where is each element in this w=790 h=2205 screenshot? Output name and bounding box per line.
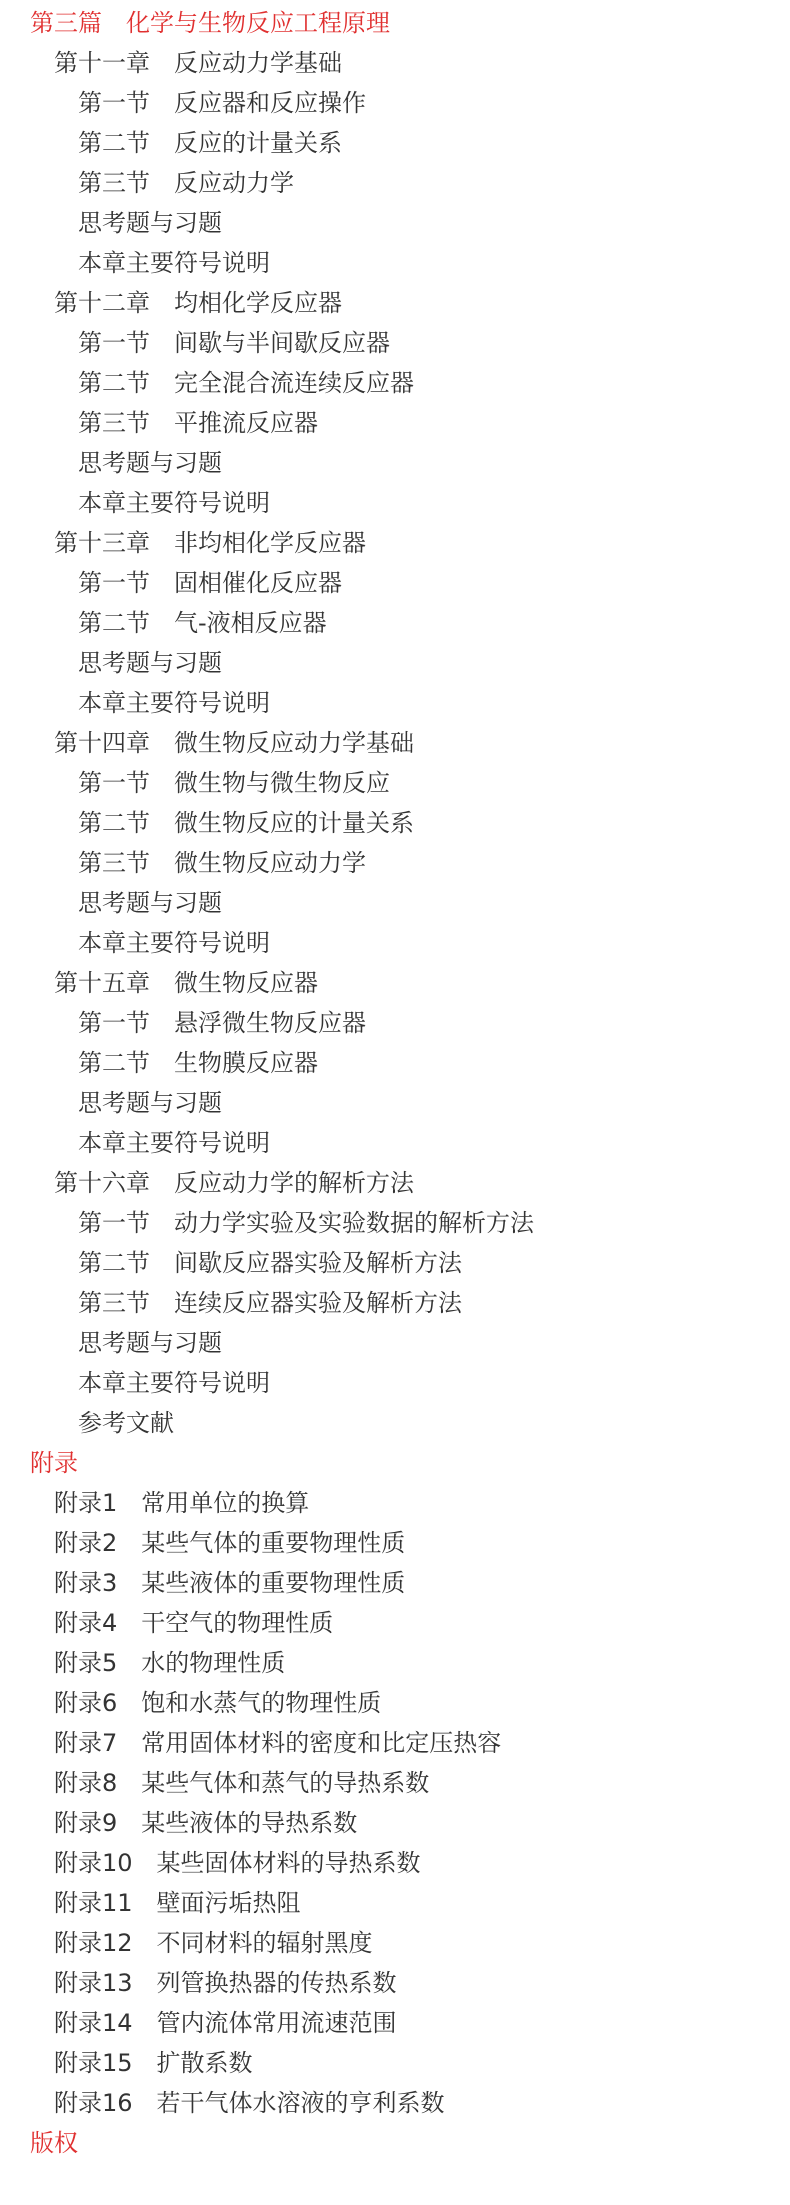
toc-entry-title: 本章主要符号说明 bbox=[78, 929, 270, 957]
toc-entry-number: 附录12 bbox=[54, 1929, 133, 1957]
toc-entry-title: 不同材料的辐射黑度 bbox=[156, 1929, 373, 1957]
toc-entry-title: 微生物与微生物反应 bbox=[174, 769, 390, 797]
toc-entry-title: 思考题与习题 bbox=[78, 449, 222, 477]
toc-entry-number: 第三节 bbox=[78, 1289, 150, 1317]
toc-entry-title: 本章主要符号说明 bbox=[78, 689, 270, 717]
toc-entry-title: 本章主要符号说明 bbox=[78, 1369, 270, 1397]
toc-entry-title: 某些气体和蒸气的导热系数 bbox=[141, 1769, 430, 1797]
toc-appendix-heading[interactable] bbox=[0, 1443, 790, 1483]
toc-section-link[interactable] bbox=[0, 883, 790, 923]
toc-entry-title: 壁面污垢热阻 bbox=[156, 1889, 301, 1917]
toc-chapter-link[interactable] bbox=[0, 723, 790, 763]
toc-entry-title: 某些液体的重要物理性质 bbox=[141, 1569, 406, 1597]
toc-section-link[interactable] bbox=[0, 803, 790, 843]
toc-entry-number: 第十二章 bbox=[54, 289, 150, 317]
toc-entry-title: 思考题与习题 bbox=[78, 1329, 222, 1357]
toc-entry-title: 均相化学反应器 bbox=[174, 289, 342, 317]
toc-entry-number: 第三节 bbox=[78, 169, 150, 197]
toc-section-link[interactable] bbox=[0, 403, 790, 443]
toc-entry-number: 第二节 bbox=[78, 369, 150, 397]
toc-entry-number: 第二节 bbox=[78, 1249, 150, 1277]
toc-entry-title: 某些气体的重要物理性质 bbox=[141, 1529, 406, 1557]
toc-entry-number: 第二节 bbox=[78, 129, 150, 157]
toc-appendix-link[interactable] bbox=[0, 1883, 790, 1923]
toc-entry-title: 某些液体的导热系数 bbox=[141, 1809, 358, 1837]
toc-appendix-link[interactable] bbox=[0, 1483, 790, 1523]
toc-entry-title: 思考题与习题 bbox=[78, 209, 222, 237]
toc-entry-title: 间歇反应器实验及解析方法 bbox=[174, 1249, 462, 1277]
toc-appendix-link[interactable] bbox=[0, 1563, 790, 1603]
toc-entry-number: 第三节 bbox=[78, 409, 150, 437]
toc-entry-title: 微生物反应动力学 bbox=[174, 849, 366, 877]
toc-section-link[interactable] bbox=[0, 763, 790, 803]
toc-chapter-link[interactable] bbox=[0, 283, 790, 323]
toc-appendix-link[interactable] bbox=[0, 1803, 790, 1843]
toc-section-link[interactable] bbox=[0, 1003, 790, 1043]
toc-entry-title: 思考题与习题 bbox=[78, 889, 222, 917]
toc-entry-number: 第十三章 bbox=[54, 529, 150, 557]
toc-entry-title: 化学与生物反应工程原理 bbox=[126, 9, 390, 37]
toc-entry-number: 附录3 bbox=[54, 1569, 118, 1597]
toc-entry-title: 动力学实验及实验数据的解析方法 bbox=[174, 1209, 534, 1237]
toc-part-heading[interactable] bbox=[0, 3, 790, 43]
toc-entry-number: 附录2 bbox=[54, 1529, 118, 1557]
toc-appendix-link[interactable] bbox=[0, 1523, 790, 1563]
toc-entry-number: 附录6 bbox=[54, 1689, 118, 1717]
toc-entry-title: 思考题与习题 bbox=[78, 649, 222, 677]
toc-entry-number: 第一节 bbox=[78, 1009, 150, 1037]
toc-section-link[interactable] bbox=[0, 363, 790, 403]
toc-entry-number: 第三篇 bbox=[30, 9, 102, 37]
toc-entry-number: 附录10 bbox=[54, 1849, 133, 1877]
toc-entry-title: 版权 bbox=[30, 2129, 78, 2157]
toc-section-link[interactable] bbox=[0, 1283, 790, 1323]
toc-section-link[interactable] bbox=[0, 1363, 790, 1403]
toc-section-link[interactable] bbox=[0, 483, 790, 523]
toc-section-link[interactable] bbox=[0, 1323, 790, 1363]
toc-entry-title: 列管换热器的传热系数 bbox=[156, 1969, 397, 1997]
toc-entry-number: 第十四章 bbox=[54, 729, 150, 757]
toc-appendix-link[interactable] bbox=[0, 1643, 790, 1683]
toc-entry-title: 微生物反应器 bbox=[174, 969, 318, 997]
toc-section-link[interactable] bbox=[0, 1083, 790, 1123]
toc-entry-title: 本章主要符号说明 bbox=[78, 1129, 270, 1157]
toc-entry-title: 若干气体水溶液的亨利系数 bbox=[156, 2089, 445, 2117]
toc-appendix-link[interactable] bbox=[0, 1723, 790, 1763]
toc-entry-number: 第十六章 bbox=[54, 1169, 150, 1197]
toc-entry-title: 连续反应器实验及解析方法 bbox=[174, 1289, 462, 1317]
toc-entry-title: 参考文献 bbox=[78, 1409, 174, 1437]
toc-section-link[interactable] bbox=[0, 603, 790, 643]
toc-entry-number: 附录14 bbox=[54, 2009, 133, 2037]
toc-entry-title: 水的物理性质 bbox=[141, 1649, 286, 1677]
toc-appendix-link[interactable] bbox=[0, 1683, 790, 1723]
toc-entry-number: 第一节 bbox=[78, 569, 150, 597]
toc-entry-title: 非均相化学反应器 bbox=[174, 529, 366, 557]
toc-entry-number: 第二节 bbox=[78, 1049, 150, 1077]
toc-section-link[interactable] bbox=[0, 443, 790, 483]
toc-appendix-link[interactable] bbox=[0, 2003, 790, 2043]
toc-entry-title: 饱和水蒸气的物理性质 bbox=[141, 1689, 382, 1717]
toc-entry-title: 常用单位的换算 bbox=[141, 1489, 310, 1517]
toc-entry-title: 生物膜反应器 bbox=[174, 1049, 318, 1077]
toc-entry-number: 附录7 bbox=[54, 1729, 118, 1757]
toc-chapter-link[interactable] bbox=[0, 523, 790, 563]
toc-entry-title: 微生物反应动力学基础 bbox=[174, 729, 414, 757]
toc-entry-title: 微生物反应的计量关系 bbox=[174, 809, 414, 837]
toc-entry-title: 反应动力学 bbox=[174, 169, 294, 197]
toc-entry-title: 干空气的物理性质 bbox=[141, 1609, 334, 1637]
toc-section-link[interactable] bbox=[0, 923, 790, 963]
toc-chapter-link[interactable] bbox=[0, 1163, 790, 1203]
toc-section-link[interactable] bbox=[0, 1123, 790, 1163]
toc-entry-number: 附录8 bbox=[54, 1769, 118, 1797]
toc-entry-number: 第一节 bbox=[78, 329, 150, 357]
toc-section-link[interactable] bbox=[0, 203, 790, 243]
toc-section-link[interactable] bbox=[0, 243, 790, 283]
toc-appendix-link[interactable] bbox=[0, 1763, 790, 1803]
toc-section-link[interactable] bbox=[0, 683, 790, 723]
toc-entry-number: 第二节 bbox=[78, 609, 150, 637]
toc-appendix-link[interactable] bbox=[0, 2083, 790, 2123]
toc-entry-title: 本章主要符号说明 bbox=[78, 249, 270, 277]
toc-entry-number: 第十一章 bbox=[54, 49, 150, 77]
toc-entry-title: 反应动力学的解析方法 bbox=[174, 1169, 414, 1197]
toc-appendix-link[interactable] bbox=[0, 1603, 790, 1643]
toc-section-link[interactable] bbox=[0, 1403, 790, 1443]
toc-entry-title: 反应动力学基础 bbox=[174, 49, 342, 77]
toc-entry-title: 附录 bbox=[30, 1449, 78, 1477]
toc-entry-number: 第二节 bbox=[78, 809, 150, 837]
toc-section-link[interactable] bbox=[0, 83, 790, 123]
toc-entry-number: 附录9 bbox=[54, 1809, 118, 1837]
toc-entry-title: 扩散系数 bbox=[156, 2049, 253, 2077]
toc-appendix-link[interactable] bbox=[0, 2043, 790, 2083]
toc-entry-title: 反应的计量关系 bbox=[174, 129, 342, 157]
toc-section-link[interactable] bbox=[0, 163, 790, 203]
toc-copyright-heading[interactable] bbox=[0, 2123, 790, 2163]
toc-entry-title: 反应器和反应操作 bbox=[174, 89, 366, 117]
toc-section-link[interactable] bbox=[0, 123, 790, 163]
toc-entry-number: 第十五章 bbox=[54, 969, 150, 997]
toc-entry-number: 附录5 bbox=[54, 1649, 118, 1677]
toc-entry-number: 附录1 bbox=[54, 1489, 118, 1517]
toc-section-link[interactable] bbox=[0, 1043, 790, 1083]
toc-entry-title: 气-液相反应器 bbox=[174, 609, 327, 637]
toc-entry-title: 悬浮微生物反应器 bbox=[174, 1009, 366, 1037]
toc-entry-title: 平推流反应器 bbox=[174, 409, 318, 437]
toc-appendix-link[interactable] bbox=[0, 1923, 790, 1963]
toc-entry-title: 固相催化反应器 bbox=[174, 569, 342, 597]
toc-entry-title: 某些固体材料的导热系数 bbox=[156, 1849, 421, 1877]
toc-section-link[interactable] bbox=[0, 563, 790, 603]
toc-entry-number: 附录16 bbox=[54, 2089, 133, 2117]
toc-entry-title: 常用固体材料的密度和比定压热容 bbox=[141, 1729, 502, 1757]
toc-entry-number: 第一节 bbox=[78, 769, 150, 797]
toc-section-link[interactable] bbox=[0, 1203, 790, 1243]
toc-entry-title: 完全混合流连续反应器 bbox=[174, 369, 414, 397]
toc-entry-title: 管内流体常用流速范围 bbox=[156, 2009, 397, 2037]
toc-section-link[interactable] bbox=[0, 1243, 790, 1283]
toc-section-link[interactable] bbox=[0, 323, 790, 363]
toc-appendix-link[interactable] bbox=[0, 1963, 790, 2003]
toc-entry-title: 本章主要符号说明 bbox=[78, 489, 270, 517]
toc-section-link[interactable] bbox=[0, 843, 790, 883]
toc-chapter-link[interactable] bbox=[0, 43, 790, 83]
toc-entry-number: 附录13 bbox=[54, 1969, 133, 1997]
toc-entry-number: 附录4 bbox=[54, 1609, 118, 1637]
toc-entry-number: 附录11 bbox=[54, 1889, 133, 1917]
toc-entry-title: 间歇与半间歇反应器 bbox=[174, 329, 390, 357]
toc-section-link[interactable] bbox=[0, 643, 790, 683]
toc-entry-number: 第一节 bbox=[78, 89, 150, 117]
toc-chapter-link[interactable] bbox=[0, 963, 790, 1003]
toc-entry-number: 第一节 bbox=[78, 1209, 150, 1237]
toc-entry-title: 思考题与习题 bbox=[78, 1089, 222, 1117]
toc-entry-number: 附录15 bbox=[54, 2049, 133, 2077]
toc-appendix-link[interactable] bbox=[0, 1843, 790, 1883]
toc-entry-number: 第三节 bbox=[78, 849, 150, 877]
